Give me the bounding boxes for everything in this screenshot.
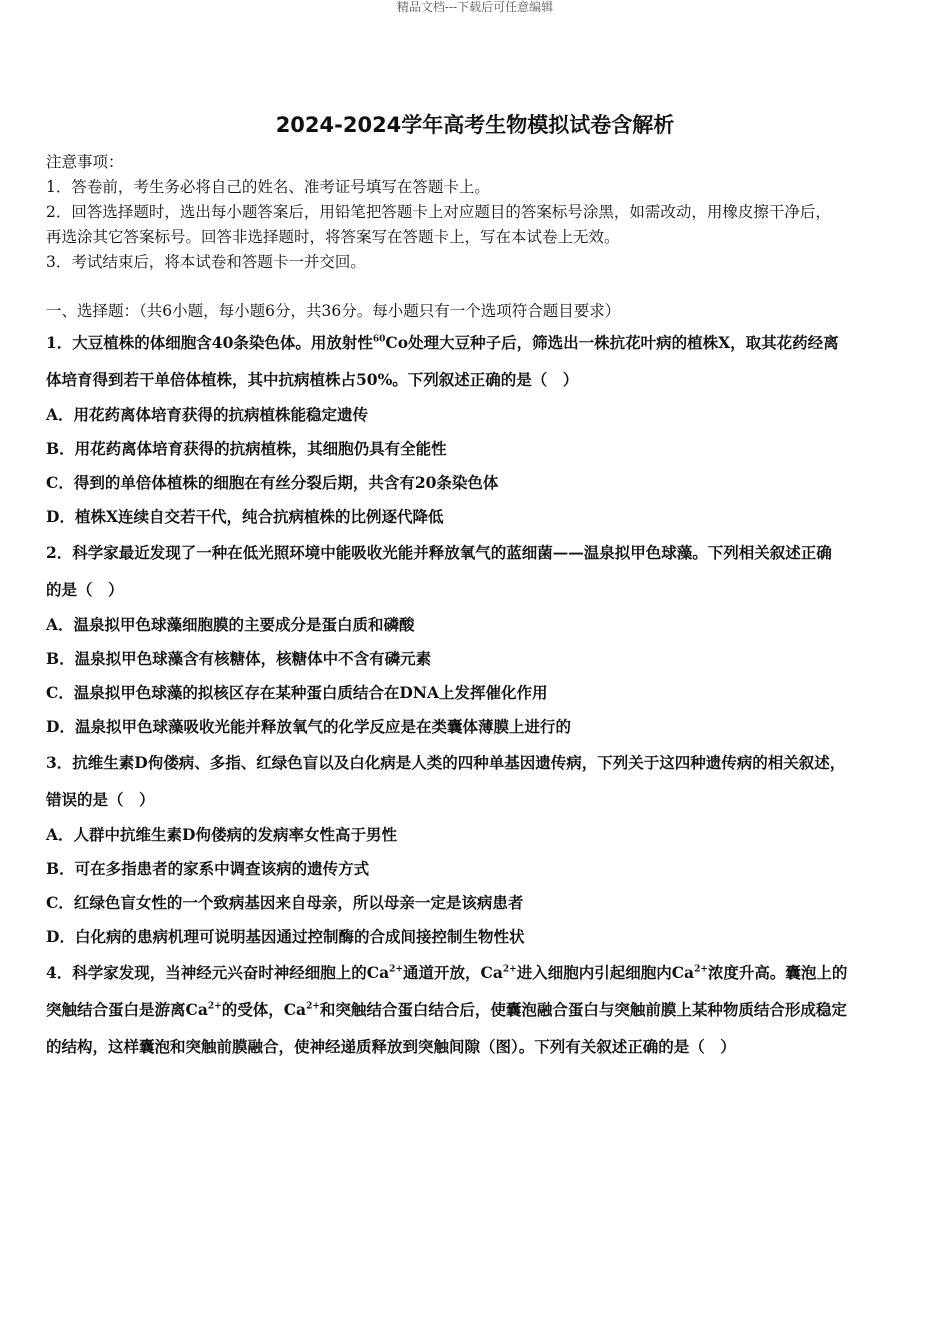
question-2-option-c: C．温泉拟甲色球藻的拟核区存在某种蛋白质结合在DNA上发挥催化作用 [46,683,548,702]
question-3-option-c: C．红绿色盲女性的一个致病基因来自母亲，所以母亲一定是该病患者 [46,893,524,912]
question-2-option-b: B．温泉拟甲色球藻含有核糖体，核糖体中不含有磷元素 [46,649,432,668]
question-2-option-d: D．温泉拟甲色球藻吸收光能并释放氧气的化学反应是在类囊体薄膜上进行的 [46,717,571,736]
question-2-option-a: A．温泉拟甲色球藻细胞膜的主要成分是蛋白质和磷酸 [46,615,415,634]
notes-line: 2．回答选择题时，选出每小题答案后，用铅笔把答题卡上对应题目的答案标号涂黑，如需改动，用橡皮擦干净后， [46,203,831,221]
section-heading: 一、选择题：（共6小题，每小题6分，共36分。每小题只有一个选项符合题目要求） [46,302,621,320]
question-1-option-c: C．得到的单倍体植株的细胞在有丝分裂后期，共含有20条染色体 [46,473,499,492]
page-header-note: 精品文档---下载后可任意编辑 [396,0,554,14]
page-title: 2024-2024学年高考生物模拟试卷含解析 [275,113,675,137]
question-2-line-1: 2．科学家最近发现了一种在低光照环境中能吸收光能并释放氧气的蓝细菌——温泉拟甲色球藻。下列相关叙述正确 [46,543,832,562]
isotope-superscript: 60 [372,334,386,345]
question-3-line-2: 错误的是（ ） [46,790,155,809]
question-1-option-d: D．植株X连续自交若干代，纯合抗病植株的比例逐代降低 [46,507,444,526]
question-4-line-3: 的结构，这样囊泡和突触前膜融合，使神经递质释放到突触间隙（图）。下列有关叙述正确的是（ ） [46,1037,736,1056]
question-1-option-b: B．用花药离体培育获得的抗病植株，其细胞仍具有全能性 [46,439,447,458]
notes-heading: 注意事项： [46,153,124,171]
notes-block [46,150,908,275]
notes-line: 1．答卷前，考生务必将自己的姓名、准考证号填写在答题卡上。 [46,178,490,196]
question-4-line-2: 突触结合蛋白是游离$Ca^{2+}$的受体，$Ca^{2+}$和突触结合蛋白结合后，使囊泡融合蛋白与突触前膜上某种物质结合形成稳定 [46,1000,847,1019]
notes-line: 再选涂其它答案标号。回答非选择题时，将答案写在答题卡上，写在本试卷上无效。 [46,228,620,246]
question-1-line-1: 1．大豆植株的体细胞含40条染色体。用放射性$^{60}$Co处理大豆种子后，筛选出一株抗花叶病的植株X，取其花药经离 [46,333,839,352]
question-1-line-2: 体培育得到若干单倍体植株，其中抗病植株占50%。下列叙述正确的是（ ） [46,370,579,389]
question-3-option-a: A．人群中抗维生素D佝偻病的发病率女性高于男性 [46,825,397,844]
question-3-line-1: 3．抗维生素D佝偻病、多指、红绿色盲以及白化病是人类的四种单基因遗传病，下列关于这四种遗传病的相关叙述， [46,753,846,772]
question-2-line-2: 的是（ ） [46,580,124,599]
questions-block [46,298,908,1065]
question-1-option-a: A．用花药离体培育获得的抗病植株能稳定遗传 [46,405,369,424]
question-4-line-1: 4．科学家发现，当神经元兴奋时神经细胞上的$Ca^{2+}$通道开放，$Ca^{2+}$进入细胞内引起细胞内$Ca^{2+}$浓度升高。囊泡上的 [46,963,848,982]
notes-line: 3．考试结束后，将本试卷和答题卡一并交回。 [46,253,366,271]
question-3-option-b: B．可在多指患者的家系中调查该病的遗传方式 [46,859,370,878]
question-3-option-d: D．白化病的患病机理可说明基因通过控制酶的合成间接控制生物性状 [46,927,525,946]
